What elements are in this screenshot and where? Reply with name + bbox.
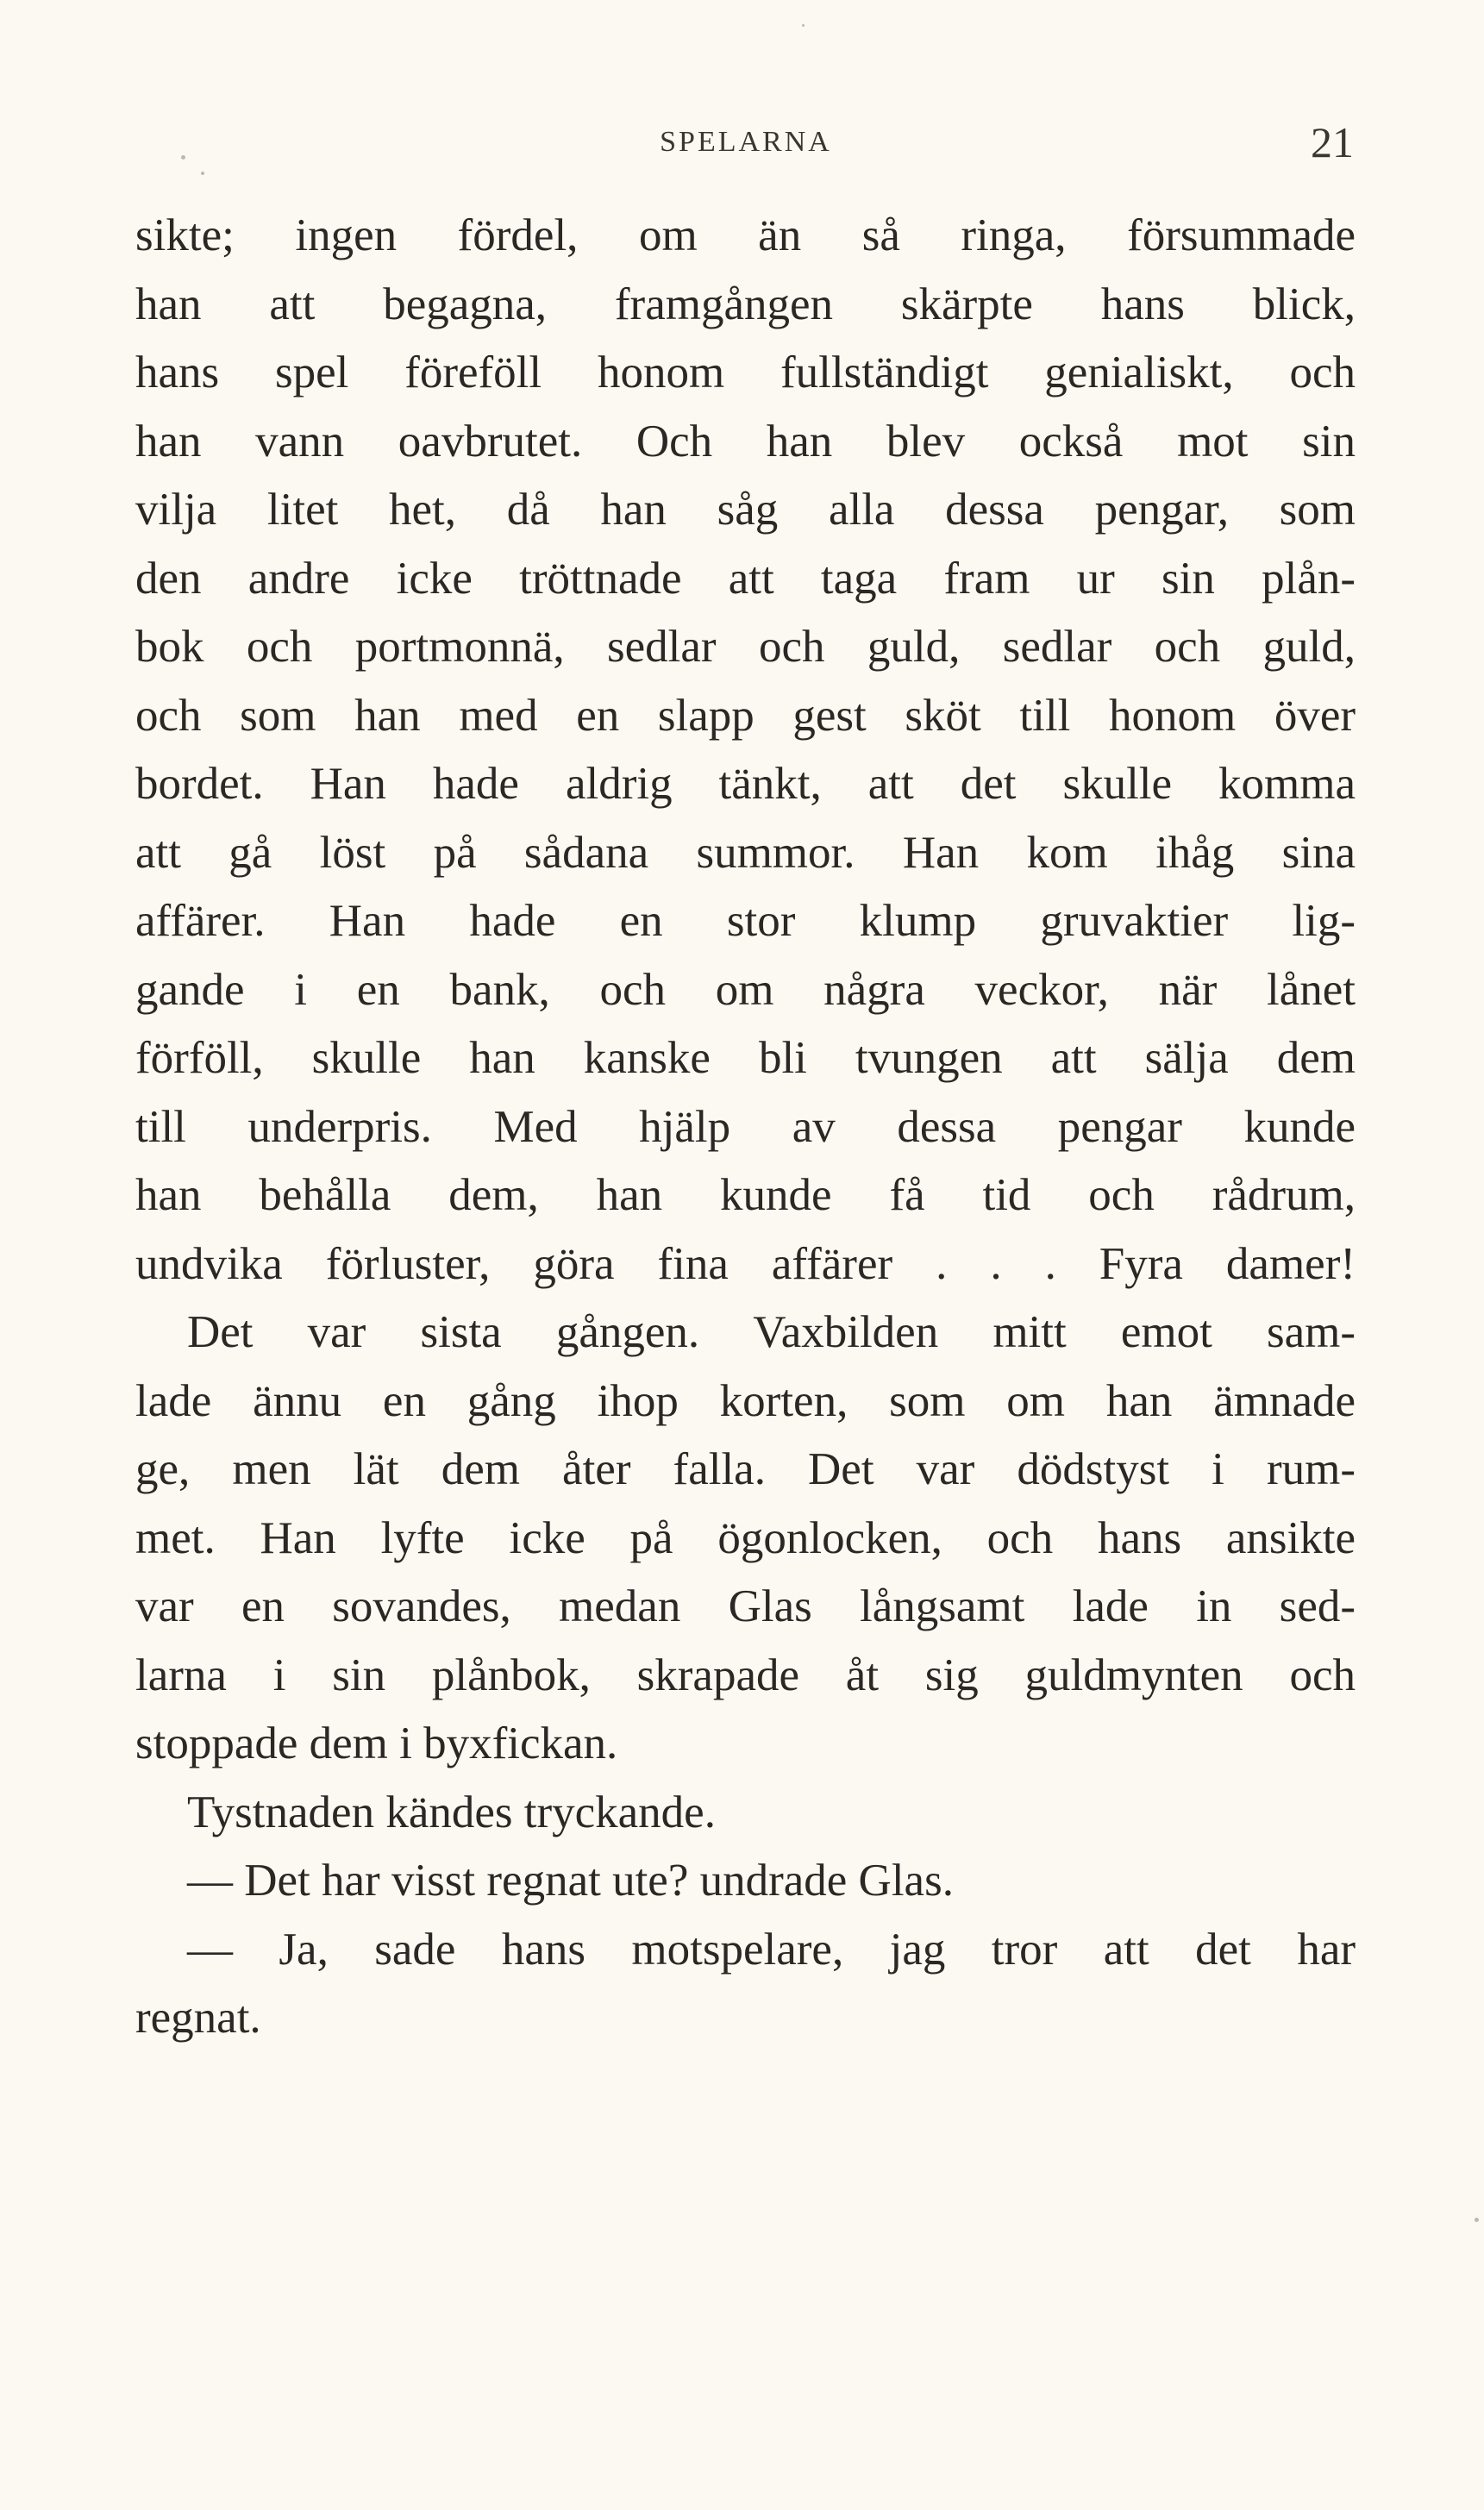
text-line: met. Han lyfte icke på ögonlocken, och hans ansikte [135,1512,1356,1563]
text-line: han behålla dem, han kunde få tid och rådrum, [135,1170,1356,1220]
page-number: 21 [1311,118,1354,166]
text-line: sikte; ingen fördel, om än så ringa, försummade [135,210,1356,260]
text-line: regnat. [135,1993,261,2043]
text-line: förföll, skulle han kanske bli tvungen att sälja dem [135,1033,1356,1083]
text-line: gande i en bank, och om några veckor, när lånet [135,964,1356,1015]
text-line: var en sovandes, medan Glas långsamt lade in sed- [135,1581,1356,1631]
running-head-title: SPELARNA [660,126,832,158]
text-line: till underpris. Med hjälp av dessa pengar kunde [135,1101,1356,1152]
text-line: lade ännu en gång ihop korten, som om han ämnade [135,1375,1356,1426]
text-line: den andre icke tröttnade att taga fram ur sin plån- [135,553,1356,604]
text-line: han vann oavbrutet. Och han blev också mot sin [135,416,1356,466]
text-line: undvika förluster, göra fina affärer . . . Fyra damer! [135,1238,1356,1289]
paper-speck [201,172,204,175]
text-line: han att begagna, framgången skärpte hans blick, [135,279,1356,329]
text-line: hans spel föreföll honom fullständigt genialiskt, och [135,347,1356,397]
text-line: Tystnaden kändes tryckande. [187,1787,716,1837]
running-head [138,117,1354,169]
text-line: bordet. Han hade aldrig tänkt, att det skulle komma [135,759,1356,809]
text-line: larna i sin plånbok, skrapade åt sig guldmynten och [135,1649,1356,1700]
body-text [135,202,1356,2053]
text-line: — Det har visst regnat ute? undrade Glas. [187,1856,954,1906]
text-line: Det var sista gången. Vaxbilden mitt emot sam- [187,1307,1356,1357]
text-line: att gå löst på sådana summor. Han kom ihåg sina [135,827,1356,878]
text-line: vilja litet het, då han såg alla dessa pengar, som [135,485,1356,535]
text-line: bok och portmonnä, sedlar och guld, sedlar och guld, [135,622,1356,672]
text-line: — Ja, sade hans motspelare, jag tror att det har [187,1924,1356,1975]
paper-speck [1475,2218,1479,2222]
text-line: och som han med en slapp gest sköt till honom över [135,690,1356,741]
text-line: ge, men lät dem åter falla. Det var dödstyst i rum- [135,1444,1356,1494]
text-line: stoppade dem i byxfickan. [135,1718,618,1768]
text-line: affärer. Han hade en stor klump gruvaktier lig- [135,896,1356,946]
paper-speck [802,24,805,27]
